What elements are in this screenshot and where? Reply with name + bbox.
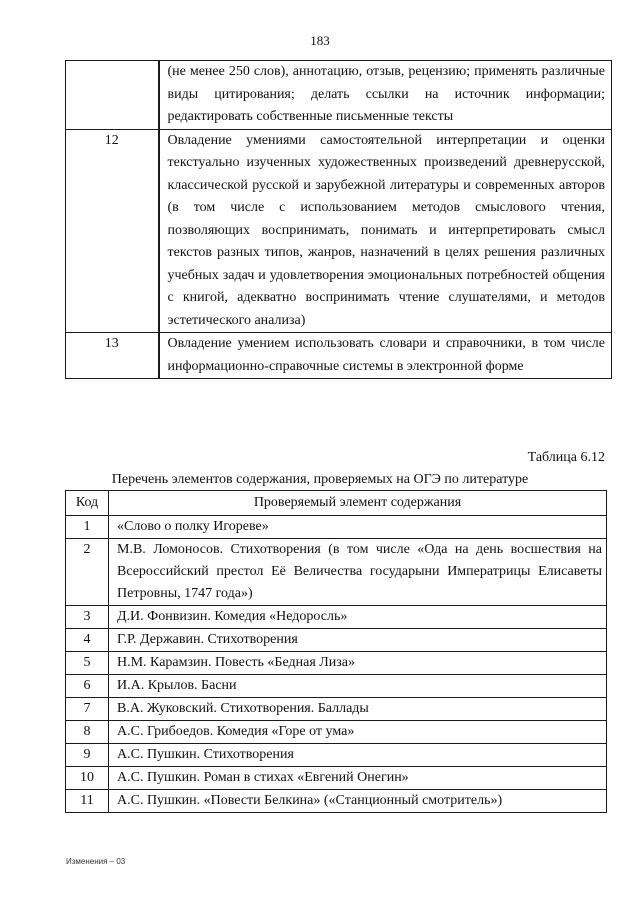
element-code: 7 bbox=[66, 698, 109, 721]
element-code: 8 bbox=[66, 721, 109, 744]
requirement-text: Овладение умением использовать словари и справочники, в том числе информационно-справочные системы в электронной форме bbox=[159, 333, 612, 379]
element-code: 6 bbox=[66, 675, 109, 698]
table-header-row bbox=[66, 491, 607, 516]
requirement-text: (не менее 250 слов), аннотацию, отзыв, рецензию; применять различные виды цитирования; делать ссылки на источник информации; редактировать собственные письменные тексты bbox=[159, 61, 612, 130]
footer-revision: Изменения – 03 bbox=[66, 857, 126, 866]
header-code: Код bbox=[66, 491, 109, 516]
element-code: 10 bbox=[66, 767, 109, 790]
table-row bbox=[66, 333, 612, 379]
element-code: 4 bbox=[66, 629, 109, 652]
element-text: И.А. Крылов. Басни bbox=[109, 675, 607, 698]
element-text: М.В. Ломоносов. Стихотворения (в том числе «Ода на день восшествия на Всероссийский престол Её Величества государыни Императрицы Елисаветы Петровны, 1747 года») bbox=[109, 539, 607, 606]
requirement-text: Овладение умениями самостоятельной интерпретации и оценки текстуально изученных художественных произведений древнерусской, классической русской и зарубежной литературы и современных авторов (в том числе с использованием методов смыслового чтения, позволяющих воспринимать, понимать и интерпретировать смысл текстов разных типов, жанров, назначений в целях решения различных учебных задач и удовлетворения эмоциональных потребностей общения с книгой, адекватно воспринимать чтение слушателями, и методов эстетического анализа) bbox=[159, 129, 612, 333]
table-label: Таблица 6.12 bbox=[527, 450, 605, 465]
element-code: 11 bbox=[66, 790, 109, 813]
element-text: А.С. Пушкин. «Повести Белкина» («Станционный смотритель») bbox=[109, 790, 607, 813]
table-row bbox=[66, 539, 607, 606]
element-text: А.С. Пушкин. Стихотворения bbox=[109, 744, 607, 767]
content-elements-table bbox=[65, 490, 607, 813]
table-row bbox=[66, 721, 607, 744]
table-row bbox=[66, 629, 607, 652]
table-row bbox=[66, 790, 607, 813]
table-row bbox=[66, 744, 607, 767]
requirement-code: 12 bbox=[66, 129, 159, 333]
element-text: «Слово о полку Игореве» bbox=[109, 516, 607, 539]
element-text: Д.И. Фонвизин. Комедия «Недоросль» bbox=[109, 606, 607, 629]
header-element: Проверяемый элемент содержания bbox=[109, 491, 607, 516]
table-row bbox=[66, 652, 607, 675]
table-row bbox=[66, 698, 607, 721]
table-title: Перечень элементов содержания, проверяемых на ОГЭ по литературе bbox=[111, 472, 529, 487]
element-text: А.С. Пушкин. Роман в стихах «Евгений Онегин» bbox=[109, 767, 607, 790]
page-number: 183 bbox=[310, 33, 330, 48]
table-row bbox=[66, 767, 607, 790]
element-text: А.С. Грибоедов. Комедия «Горе от ума» bbox=[109, 721, 607, 744]
table-row bbox=[66, 129, 612, 333]
table-row bbox=[66, 516, 607, 539]
element-code: 2 bbox=[66, 539, 109, 606]
element-code: 1 bbox=[66, 516, 109, 539]
element-code: 9 bbox=[66, 744, 109, 767]
element-text: Н.М. Карамзин. Повесть «Бедная Лиза» bbox=[109, 652, 607, 675]
table-row bbox=[66, 61, 612, 130]
element-text: В.А. Жуковский. Стихотворения. Баллады bbox=[109, 698, 607, 721]
element-text: Г.Р. Державин. Стихотворения bbox=[109, 629, 607, 652]
table-row bbox=[66, 675, 607, 698]
requirement-code bbox=[66, 61, 159, 130]
requirements-table-continued bbox=[65, 60, 612, 379]
table-row bbox=[66, 606, 607, 629]
requirement-code: 13 bbox=[66, 333, 159, 379]
element-code: 5 bbox=[66, 652, 109, 675]
element-code: 3 bbox=[66, 606, 109, 629]
